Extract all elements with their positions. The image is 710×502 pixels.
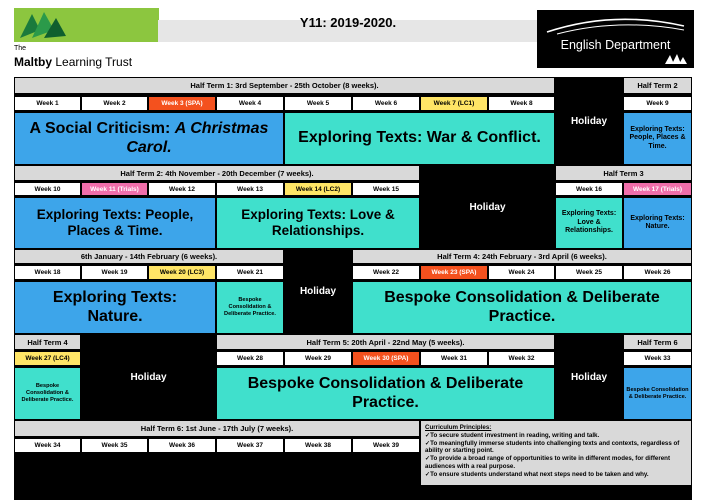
department-swoosh-icon	[543, 14, 688, 36]
week-32: Week 32	[488, 351, 555, 366]
week-15: Week 15	[352, 182, 420, 196]
week-33: Week 33	[623, 351, 692, 366]
week-19: Week 19	[81, 265, 148, 280]
half-term-6-label: Half Term 6	[623, 334, 692, 350]
week-29: Week 29	[284, 351, 352, 366]
holiday-block-4: Holiday	[81, 334, 216, 420]
half-term-1-header: Half Term 1: 3rd September - 25th October (8 weeks).	[14, 77, 555, 94]
week-10: Week 10	[14, 182, 81, 196]
half-term-5-header: Half Term 5: 20th April - 22nd May (5 weeks).	[216, 334, 555, 350]
holiday-block-1: Holiday	[555, 77, 623, 165]
week-26: Week 26	[623, 265, 692, 280]
half-term-6-header: Half Term 6: 1st June - 17th July (7 weeks).	[14, 420, 420, 437]
holiday-block-3: Holiday	[284, 249, 352, 334]
half-term-4-header: Half Term 4: 24th February - 3rd April (6 weeks).	[352, 249, 692, 264]
week-25: Week 25	[555, 265, 623, 280]
week-16: Week 16	[555, 182, 623, 196]
half-term-2-header: Half Term 2: 4th November - 20th December (7 weeks).	[14, 165, 420, 181]
week-12: Week 12	[148, 182, 216, 196]
week-11: Week 11 (Trials)	[81, 182, 148, 196]
principles-heading: Curriculum Principles:	[425, 424, 492, 431]
week-6: Week 6	[352, 96, 420, 111]
page-title: Y11: 2019-2020.	[299, 14, 397, 30]
week-3: Week 3 (SPA)	[148, 96, 216, 111]
holiday-block-5: Holiday	[555, 334, 623, 420]
week-5: Week 5	[284, 96, 352, 111]
principle-item: ✓To secure student investment in reading, writing and talk.	[425, 431, 600, 439]
topic-love-relationships-2: Exploring Texts: Love & Relationships.	[555, 197, 623, 249]
week-30: Week 30 (SPA)	[352, 351, 420, 366]
topic-bespoke-1: Bespoke Consolidation & Deliberate Practice.	[216, 281, 284, 334]
week-14: Week 14 (LC2)	[284, 182, 352, 196]
week-1: Week 1	[14, 96, 81, 111]
week-27: Week 27 (LC4)	[14, 351, 81, 366]
topic-bespoke-3: Bespoke Consolidation & Deliberate Practice.	[14, 367, 81, 420]
topic-bespoke-4: Bespoke Consolidation & Deliberate Practice.	[216, 367, 555, 420]
week-2: Week 2	[81, 96, 148, 111]
week-21: Week 21	[216, 265, 284, 280]
principle-item: ✓To meaningfully immerse students into challenging texts and contexts, regardless of ability or starting point.	[425, 439, 680, 455]
week-35: Week 35	[81, 438, 148, 453]
topic-bespoke-5: Bespoke Consolidation & Deliberate Practice.	[623, 367, 692, 420]
week-38: Week 38	[284, 438, 352, 453]
department-logo-icon	[665, 54, 687, 64]
week-7: Week 7 (LC1)	[420, 96, 488, 111]
department-name: English Department	[560, 38, 671, 52]
principle-item: ✓To provide a broad range of opportunities to write in different modes, for different audiences with a real purpose.	[425, 455, 671, 470]
topic-nature-2: Exploring Texts: Nature.	[14, 281, 216, 334]
trust-name	[14, 55, 132, 69]
topic-bespoke-2: Bespoke Consolidation & Deliberate Practice.	[352, 281, 692, 334]
topic-christmas-carol-title: A Christmas Carol.	[126, 120, 269, 156]
week-23: Week 23 (SPA)	[420, 265, 488, 280]
week-4: Week 4	[216, 96, 284, 111]
holiday-block-2: Holiday	[420, 165, 555, 249]
half-term-2-label: Half Term 2	[623, 77, 692, 94]
week-31: Week 31	[420, 351, 488, 366]
week-18: Week 18	[14, 265, 81, 280]
week-22: Week 22	[352, 265, 420, 280]
week-9: Week 9	[623, 96, 692, 111]
principle-item: ✓To ensure students understand what next steps need to be taken and why.	[425, 470, 649, 478]
trust-prefix: The	[14, 45, 27, 52]
topic-christmas-carol	[14, 112, 284, 165]
topic-people-places-2: Exploring Texts: People, Places & Time.	[14, 197, 216, 249]
week-37: Week 37	[216, 438, 284, 453]
week-20: Week 20 (LC3)	[148, 265, 216, 280]
trust-logo-icon	[18, 8, 70, 44]
trust-name-bold: Maltby	[14, 55, 53, 69]
week-34: Week 34	[14, 438, 81, 453]
week-13: Week 13	[216, 182, 284, 196]
half-term-4-label: Half Term 4	[14, 334, 81, 350]
curriculum-principles	[420, 420, 692, 486]
week-36: Week 36	[148, 438, 216, 453]
topic-nature-1: Exploring Texts: Nature.	[623, 197, 692, 249]
week-8: Week 8	[488, 96, 555, 111]
week-39: Week 39	[352, 438, 420, 453]
half-term-3-header: 6th January - 14th February (6 weeks).	[14, 249, 284, 264]
week-24: Week 24	[488, 265, 555, 280]
topic-people-places-1: Exploring Texts: People, Places & Time.	[623, 112, 692, 165]
department-badge	[537, 10, 694, 68]
trust-name-rest: Learning Trust	[52, 55, 133, 69]
week-17: Week 17 (Trials)	[623, 182, 692, 196]
topic-war-conflict: Exploring Texts: War & Conflict.	[284, 112, 555, 165]
topic-christmas-carol-prefix: A Social Criticism:	[29, 120, 175, 138]
week-28: Week 28	[216, 351, 284, 366]
topic-love-relationships-1: Exploring Texts: Love & Relationships.	[216, 197, 420, 249]
half-term-3-label: Half Term 3	[555, 165, 692, 181]
